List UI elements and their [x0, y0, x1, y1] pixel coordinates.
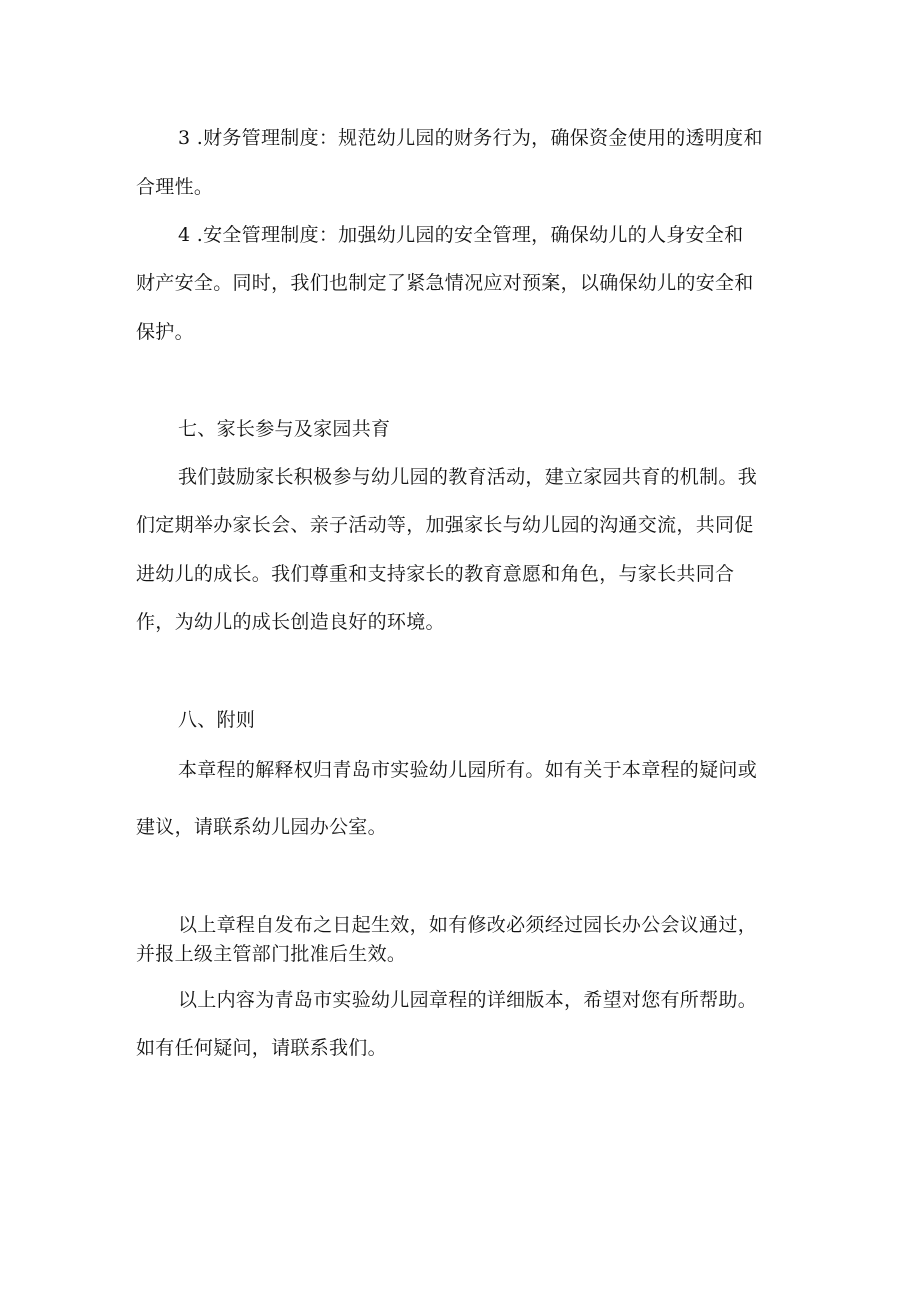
section-8-line-2: 建议，请联系幼儿园办公室。 [136, 816, 387, 838]
section-7-heading: 七、家长参与及家园共育 [178, 418, 391, 440]
closing-effect-line-1: 以上章程自发布之日起生效，如有修改必须经过园长办公会议通过， [178, 914, 758, 936]
item-3-line-2: 合理性。 [136, 176, 214, 198]
section-7-line-3: 进幼儿的成长。我们尊重和支持家长的教育意愿和角色，与家长共同合 [136, 563, 735, 585]
section-8-line-1: 本章程的解释权归青岛市实验幼儿园所有。如有关于本章程的疑问或 [178, 759, 758, 781]
closing-note-line-1: 以上内容为青岛市实验幼儿园章程的详细版本，希望对您有所帮助。 [178, 989, 758, 1011]
section-7-line-4: 作，为幼儿的成长创造良好的环境。 [136, 611, 445, 633]
section-7-line-2: 们定期举办家长会、亲子活动等，加强家长与幼儿园的沟通交流，共同促 [136, 514, 754, 536]
section-7-line-1: 我们鼓励家长积极参与幼儿园的教育活动，建立家园共育的机制。我 [178, 466, 758, 488]
item-4-line-1: 4 .安全管理制度：加强幼儿园的安全管理，确保幼儿的人身安全和 [178, 224, 744, 246]
closing-effect-line-2: 并报上级主管部门批准后生效。 [136, 943, 407, 965]
item-4-line-2: 财产安全。同时，我们也制定了紧急情况应对预案，以确保幼儿的安全和 [136, 272, 754, 294]
closing-note-line-2: 如有任何疑问，请联系我们。 [136, 1037, 387, 1059]
section-8-heading: 八、附则 [178, 709, 256, 731]
item-4-line-3: 保护。 [136, 321, 194, 343]
item-3-line-1: 3 .财务管理制度：规范幼儿园的财务行为，确保资金使用的透明度和 [178, 127, 763, 149]
